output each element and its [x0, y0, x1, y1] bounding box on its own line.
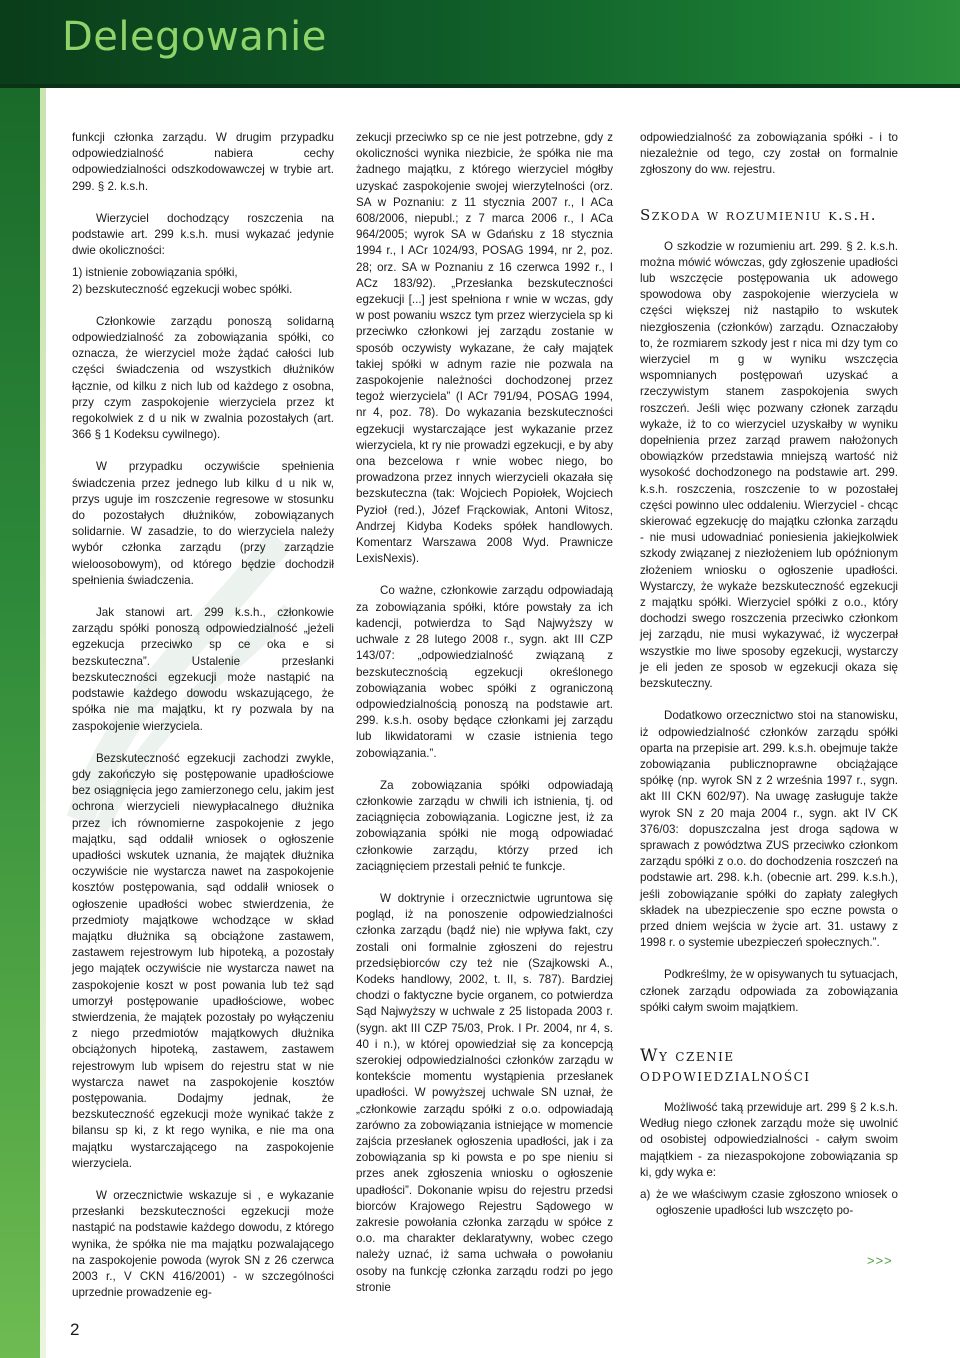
section-title: Delegowanie [62, 14, 327, 60]
paragraph: Za zobowiązania spółki odpowiadają członkowie zarządu w chwili ich istnienia, tj. od zaciągnięcia zobowiązania. Logiczne jest, iż za zobowiązania spółki nie mogą odpowiadać członkowie zarządu, którzy przed ich zaciągnięciem przestali pełnić te funkcje. [356, 778, 613, 873]
list-item: 2) bezskuteczność egzekucji wobec spółki. [72, 282, 293, 296]
list-item [640, 1187, 898, 1219]
paragraph: Możliwość taką przewiduje art. 299 § 2 k.s.h. Według niego członek zarządu może się uwolnić od osobistej odpowiedzialności - całym swoim majątkiem - za niezaspokojone zobowiązania sp ki, gdy wyka e: [640, 1100, 898, 1179]
left-decorative-strip [40, 88, 46, 1358]
paragraph: W przypadku oczywiście spełnienia świadczenia przez jednego lub kilku d u nik w, przys uguje im roszczenie regresowe w stosunku do pozostałych dłużników, zobowiązanych solidarnie. W zasadzie, to do wierzyciela należy wybór członka zarządu (przy zarządzie wieloosobowym), od którego będzie dochodził spełnienia świadczenia. [72, 460, 334, 587]
page-number: 2 [70, 1320, 80, 1339]
paragraph: W doktrynie i orzecznictwie ugruntowa się pogląd, iż na ponoszenie odpowiedzialności członka zarządu (bądź nie) nie wpływa fakt, czy zostali oni formalnie zgłoszeni do rejestru przedsiębiorców czy też nie (Szajkowski A., Kodeks handlowy, 2002, t. II, s. 787). Bardziej chodzi o faktyczne bycie organem, co potwierdza Sąd Najwyższy w uchwale z 25 listopada 2003 r. (sygn. akt III CZP 75/03, Prok. I Pr. 2004, nr 4, s. 40 i n.), w której opowiedział się za koncepcją szerokiej odpowiedzialności członków zarządu w kontekście momentu wystąpienia przesłanek upadłości. W powyższej uchwale SN uznał, że „członkowie zarządu spółki z o.o. odpowiadają zarówno za zobowiązania istniejące w momencie zajścia przesłanek ogłoszenia upadłości, jak i za zobowiązania sp ki powsta e po spe nieniu si przes anek zgłoszenia wniosku o ogłoszenie upadłości”. Dokonanie wpisu do rejestru przedsi biorców Krajowego Rejestru Sądowego w zakresie powołania członka zarządu w spółce z o.o. ma charakter deklaratywny, wobec czego należy uznać, iż sama uchwała o powołaniu osoby na funkcję członka zarządu rodzi po jego stronie [356, 891, 613, 1294]
continued-marker: >>> [867, 1253, 893, 1268]
heading-line: odpowiedzialności [640, 1065, 811, 1086]
paragraph: Podkreślmy, że w opisywanych tu sytuacjach, członek zarządu odpowiada za zobowiązania spółki całym swoim majątkiem. [640, 968, 898, 1014]
paragraph: Co ważne, członkowie zarządu odpowiadają za zobowiązania spółki, które powstały za ich kadencji, potwierdza to Sąd Najwyższy w uchwale z 28 lutego 2008 r., sygn. akt III CZP 143/07: „odpowiedzialność związaną z bezskutecznością egzekucji określonego zobowiązania wobec spółki z ograniczoną odpowiedzialnością ponoszą na podstawie art. 299. k.s.h. osoby będące członkami jej zarządu lub likwidatorami w czasie istnienia tego zobowiązania.”. [356, 584, 613, 760]
paragraph: zekucji przeciwko sp ce nie jest potrzebne, gdy z okoliczności wynika niezbicie, że spółka nie ma żadnego majątku, z którego wierzyciel mógłby uzyskać zaspokojenie swojej wierzytelności (orz. SA w Poznaniu: z 11 stycznia 2007 r., I ACa 608/2006, niepubl.; z 7 marca 2006 r., I ACa 964/2005; wyrok SA w Gdańsku z 18 stycznia 1994 r., I ACr 1024/93, POSAG 1994, nr 2, poz. 28; orz. SA w Poznaniu z 16 czerwca 1992 r., I ACz 183/92). „Przesłanka bezskuteczności egzekucji [...] jest spełniona r wnie w wczas, gdy w post powaniu wszcz tym przez wierzyciela sp ki przeciwko członkowi jej zarządu zostanie w sposób oczywisty wykazane, że cały majątek takiej spółki w adnym razie nie pozwala na zaspokojenie należności dochodzonej przez tegoż wierzyciela” (I ACr 791/94, POSAG 1994, nr 4, poz. 78). Do wykazania bezskuteczności egzekucji wystarczające jest wykazanie przez wierzyciela, kt ry nie prowadzi egzekucji, e by aby ona bezcelowa r wnie wobec niego, bo prowadzona przez innych wierzycieli okazała się bezskuteczna (tak: Wojciech Popiołek, Wojciech Pyzioł (red.), Józef Frąckowiak, Antoni Witosz, Andrzej Kidyba Kodeks spółek handlowych. Komentarz Warszawa 2008 Wyd. Prawnicze LexisNexis). [356, 131, 613, 566]
list-label: a) [640, 1187, 651, 1201]
text-column-3 [640, 130, 898, 1219]
left-decorative-bar [0, 88, 40, 1358]
header-divider [0, 84, 960, 88]
text-column-2 [356, 130, 613, 1312]
list-text: że we właściwym czasie zgłoszono wniosek o ogłoszenie upadłości lub wszczęto po- [656, 1187, 898, 1218]
heading-line: Wy czenie [640, 1045, 735, 1066]
paragraph: Bezskuteczność egzekucji zachodzi zwykle, gdy zakończyło się postępowanie upadłościowe bez osiągnięcia jego zamierzonego celu, jakim jest ochrona wierzycieli niewypłacalnego dłużnika przez ich równomierne zaspokojenie z jego majątku, sąd oddalił wniosek o ogłoszenie upadłości wskutek uznania, że majątek dłużnika oczywiście nie wystarcza nawet na zaspokojenie kosztów postępowania, sąd oddalił wniosek o ogłoszenie upadłości wobec stwierdzenia, że przedmioty majątkowe wchodzące w skład majątku dłużnika są obciążone zastawem, zastawem rejestrowym lub hipoteką, a pozostały jego majątek oczywiście nie wystarcza nawet na zaspokojenie koszt w post powania lub też sąd umorzył postępowanie upadłościowe, wobec stwierdzenia, że majątek pozostały po wyłączeniu z niego przedmiotów majątkowych dłużnika obciążonych hipoteką, zastawem, zastawem rejestrowym lub wpisem do rejestru stat w nie wystarcza nawet na zaspokojenie kosztów postępowania. Dodajmy jednak, że bezskuteczność egzekucji może wynikać także z bilansu sp ki, z kt rego wynika, e nie ma ona majątku wystarczającego na zaspokojenie wierzyciela. [72, 751, 334, 1170]
paragraph: Jak stanowi art. 299 k.s.h., członkowie zarządu spółki ponoszą odpowiedzialność „jeżeli egzekucja przeciwko sp ce oka e si bezskuteczna”. Ustalenie przesłanki bezskuteczności egzekucji może nastąpić na podstawie każdego dowodu wskazującego, że spółka nie ma majątku, kt ry pozwala by na zaspokojenie wierzyciela. [72, 606, 334, 733]
section-heading: Szkoda w rozumieniu k.s.h. [640, 205, 877, 224]
section-heading [640, 1046, 898, 1086]
list-item: 1) istnienie zobowiązania spółki, [72, 266, 238, 280]
paragraph: funkcji członka zarządu. W drugim przypadku odpowiedzialność nabiera cechy odpowiedzialności odszkodowawczej w trybie art. 299. § 2. k.s.h. [72, 131, 334, 193]
paragraph: O szkodzie w rozumieniu art. 299. § 2. k.s.h. można mówić wówczas, gdy zgłoszenie upadłości lub wszczęcie postępowania uk adowego spowodowa oby zaspokojenie wierzyciela w części większej niż nastąpiło to wskutek niezgłoszenia (członków) zarządu. Oznaczałoby to, że rozmiarem szkody jest r nica mi dzy tym co wierzyciel m g w wyniku wszczęcia wspomnianych postępowań uzyskać a rzeczywistym stanem zaspokojenia swych roszczeń. Jeśli więc pozwany członek zarządu wykaże, iż to co wierzyciel uzyskałby w wyniku dopełnienia przez zarząd prawem nałożonych obowiązków przedstawia mniejszą wartość niż wysokość dochodzonego na podstawie art. 299. k.s.h. roszczenia, roszczenie to w pozostałej części powinno ulec oddaleniu. Wierzyciel - chcąc skierować egzekucję do majątku członka zarządu - nie musi udowadniać poniesienia jakiejkolwiek szkody związanej z niezłożeniem lub opóźnionym złożeniem wniosku o ogłoszenie upadłości. Wystarczy, że wykaże bezskuteczność egzekucji z majątku spółki. Wierzyciel spółki z o.o., który dochodzi swego roszczenia przeciwko członkom jej zarządu, nie musi wykazywać, iż wyczerpał wszystkie mo liwe sposoby egzekucji, wystarczy je eli jeden ze sposob w egzekucji okaza się bezskuteczny. [640, 239, 898, 691]
paragraph: W orzecznictwie wskazuje si , e wykazanie przesłanki bezskuteczności egzekucji może nastąpić na podstawie każdego dowodu, z którego wynika, że spółka nie ma majątku pozwalającego na zaspokojenie powoda (wyrok SN z 26 czerwca 2003 r., V CKN 416/2001) - w szczególności uprzednie prowadzenie eg- [72, 1188, 334, 1300]
paragraph: Dodatkowo orzecznictwo stoi na stanowisku, iż odpowiedzialność członków zarządu spółki oparta na przepisie art. 299. k.s.h. obejmuje także zobowiązania publicznoprawne obciążające spółkę (np. wyrok SN z 2 września 1997 r., sygn. akt III CKN 602/97). Na uwagę zasługuje także wyrok SN z 20 maja 2004 r., sygn. akt IV CK 376/03: dopuszczalna jest droga sądowa w sprawach z powództwa ZUS przeciwko członkom zarządu spółki z o.o. do dochodzenia roszczeń na podstawie art. 298. k.h. (obecnie art. 299. k.s.h.), jeśli zobowiązanie spółki do zapłaty zaległych składek na ubezpieczenie spo eczne powsta o przed dniem wejścia w życie art. 31. ustawy z 1998 r. o systemie ubezpieczeń społecznych.”. [640, 709, 898, 950]
paragraph: odpowiedzialność za zobowiązania spółki - i to niezależnie od tego, czy został on formalnie zgłoszony do ww. rejestru. [640, 131, 898, 177]
page-header [0, 0, 960, 88]
paragraph: Wierzyciel dochodzący roszczenia na podstawie art. 299 k.s.h. musi wykazać jedynie dwie okoliczności: [72, 211, 334, 258]
paragraph: Członkowie zarządu ponoszą solidarną odpowiedzialność za zobowiązania spółki, co oznacza, że wierzyciel może żądać całości lub części świadczenia od wszystkich dłużników łącznie, od kilku z nich lub od każdego z osobna, przy czym zaspokojenie wierzyciela przez kt regokolwiek z d u nik w zwalnia pozostałych (art. 366 § 1 Kodeksu cywilnego). [72, 314, 334, 442]
conditions-list [72, 265, 334, 297]
text-column-1 [72, 130, 334, 1317]
